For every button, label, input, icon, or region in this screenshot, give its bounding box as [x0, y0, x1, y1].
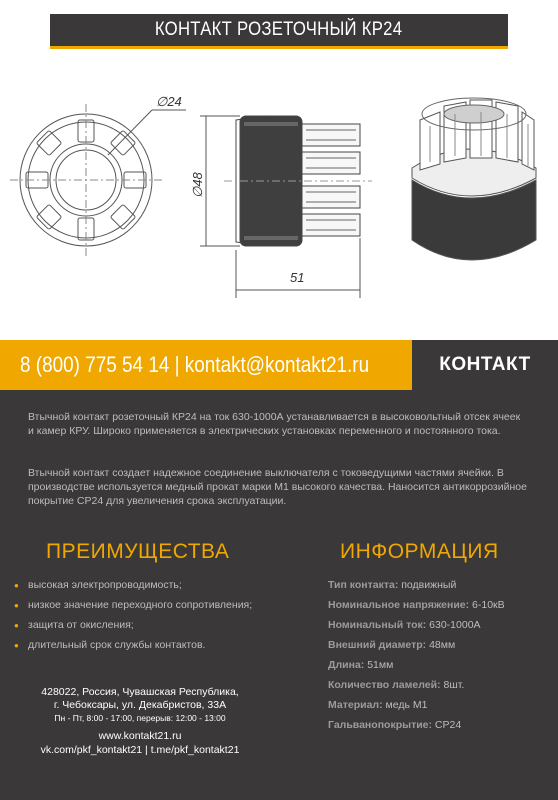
website-link[interactable]: www.kontakt21.ru [98, 730, 182, 742]
social-links[interactable]: vk.com/pkf_kontakt21 | t.me/pkf_kontakt21 [40, 744, 240, 756]
side-view [200, 116, 372, 298]
info-heading: ИНФОРМАЦИЯ [340, 540, 499, 563]
dim-inner-label: ∅24 [156, 94, 182, 109]
logo [412, 340, 558, 390]
title-accent-strip [50, 46, 508, 49]
logo-text: КОНТАКТ [439, 354, 531, 375]
perspective-view [412, 98, 536, 260]
working-hours: Пн - Пт, 8:00 - 17:00, перерыв: 12:00 - 13:00 [54, 713, 226, 723]
bullet-icon: ● [14, 601, 19, 610]
info-row: Номинальное напряжение: 6-10кВ [328, 599, 505, 611]
info-row: Количество ламелей: 8шт. [328, 679, 465, 691]
info-row: Материал: медь М1 [328, 699, 428, 711]
technical-drawing [0, 70, 558, 340]
title-bar [50, 14, 508, 46]
list-item: ● низкое значение переходного сопротивления; [14, 599, 253, 611]
dim-outer-label: ∅48 [190, 172, 205, 198]
info-row: Внешний диаметр: 48мм [328, 639, 456, 651]
advantages-list [14, 578, 252, 658]
info-row: Гальванопокрытие: СР24 [328, 719, 462, 731]
list-item: ● длительный срок службы контактов. [14, 639, 206, 651]
list-item: ● высокая электропроводимость; [14, 579, 182, 591]
phone-email[interactable]: 8 (800) 775 54 14 | kontakt@kontakt21.ru [20, 352, 370, 377]
bullet-icon: ● [14, 641, 19, 650]
info-section [0, 390, 558, 800]
dim-length-label: 51 [290, 270, 305, 285]
list-item: ● защита от окисления; [14, 619, 134, 631]
bullet-icon: ● [14, 621, 19, 630]
advantages-heading: ПРЕИМУЩЕСТВА [46, 540, 230, 563]
address-line-2: г. Чебоксары, ул. Декабристов, 33А [53, 699, 227, 711]
address-line-1: 428022, Россия, Чувашская Республика, [41, 686, 239, 698]
info-row: Длина: 51мм [328, 659, 394, 671]
info-row: Тип контакта: подвижный [328, 579, 457, 591]
info-row: Номинальный ток: 630-1000А [328, 619, 481, 631]
info-list [328, 578, 505, 738]
description-paragraph-1: Втычной контакт розеточный КР24 на ток 630-1000А устанавливается в высоковольтный отсек ячеек и камер КРУ. Широко применяется в электрических установках переменного и постоянного тока. [28, 411, 521, 437]
contact-bar [0, 340, 558, 390]
bullet-icon: ● [14, 581, 19, 590]
page-title: КОНТАКТ РОЗЕТОЧНЫЙ КР24 [155, 19, 403, 40]
description-paragraph-2: Втычной контакт создает надежное соединение выключателя с токоведущими частями ячейки. В производстве используется медный прокат марки М1 высокого качества. Наносится антикоррозийное покрытие СР24 для увеличения срока эксплуатации. [28, 467, 527, 507]
front-view [10, 104, 186, 256]
